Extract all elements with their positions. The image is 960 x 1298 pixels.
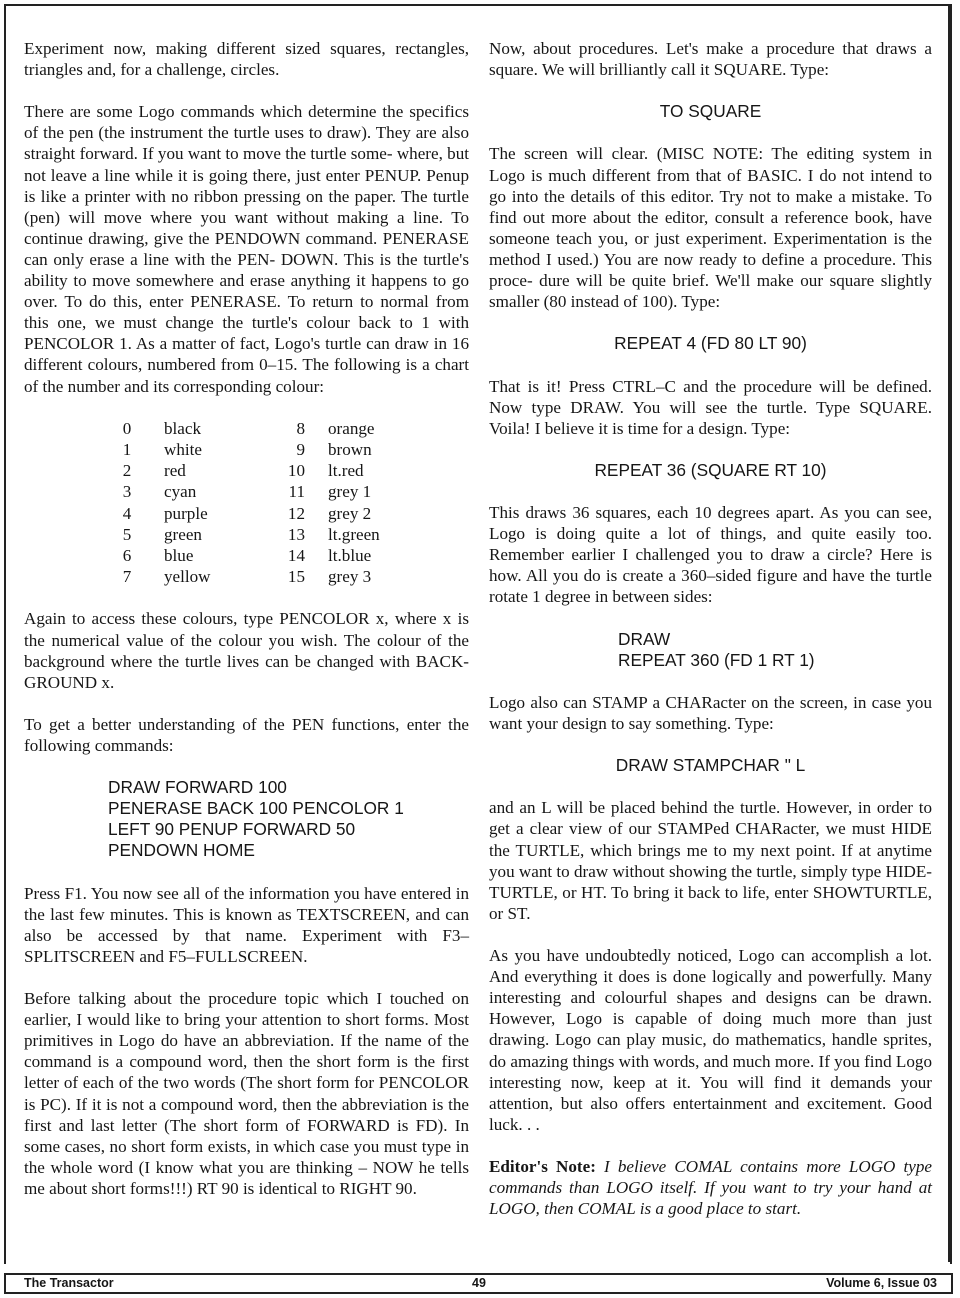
command-line: REPEAT 360 (FD 1 RT 1) — [618, 649, 815, 670]
paragraph: To get a better understanding of the PEN functions, enter the following commands: — [24, 714, 469, 755]
colour-number: 10 — [287, 461, 305, 481]
colour-name: purple — [164, 503, 208, 523]
paragraph: Again to access these colours, type PENCOLOR x, where x is the numerical value of the colour you wish. The colour of the background where the turtle lives can be changed with BACK- GROUND x. — [24, 609, 469, 692]
page-footer — [4, 1273, 953, 1294]
paragraph: Now, about procedures. Let's make a procedure that draws a square. We will brilliantly call it SQUARE. Type: — [489, 39, 932, 80]
colour-chart-row — [120, 524, 380, 545]
colour-name: white — [164, 439, 202, 459]
colour-chart-row — [120, 545, 380, 566]
colour-chart-row — [120, 439, 380, 460]
editors-note — [489, 1156, 932, 1219]
editors-note-text: I believe COMAL contains more LOGO type commands than LOGO itself. If you want to try your hand at LOGO, then COMAL is a good place to start. — [489, 1156, 932, 1219]
colour-name: red — [164, 461, 186, 481]
paragraph: and an L will be placed behind the turtle. However, in order to get a clear view of our STAMPed CHARacter, we must HIDE the TURTLE, which brings me to my next point. If at anytime you want to draw without showing the turtle, simply type HIDE- TURTLE, or HT. To bring it back to life, enter SHOWTURTLE, or ST. — [489, 798, 932, 923]
colour-number: 6 — [122, 545, 132, 565]
colour-chart-row — [120, 566, 380, 587]
paragraph: That is it! Press CTRL–C and the procedure will be defined. Now type DRAW. You will see the turtle. Type SQUARE. Voila! I believe it is time for a design. Type: — [489, 376, 932, 438]
colour-number: 1 — [122, 439, 132, 459]
colour-name: grey 2 — [328, 503, 372, 523]
paragraph: Logo also can STAMP a CHARacter on the screen, in case you want your design to say something. Type: — [489, 692, 932, 733]
colour-name: black — [164, 418, 202, 438]
editors-note-label: Editor's Note: — [489, 1156, 596, 1176]
colour-number: 11 — [288, 482, 305, 502]
paragraph: As you have undoubtedly noticed, Logo can accomplish a lot. And everything it does is done logically and powerfully. Many interesting and colourful shapes and designs can be drawn. However, Logo is capable of doing much more than just drawing. Logo can play music, do mathematics, handle sprites, do amazing things with words, and much more. If you find Logo interesting now, keep at it. You will find it demands your attention, but also offers entertainment and excitement. Good luck. . . — [489, 946, 932, 1134]
colour-number: 5 — [122, 524, 132, 544]
command-line: PENDOWN HOME — [108, 840, 255, 861]
colour-chart-row — [120, 418, 380, 439]
command-line: PENERASE BACK 100 PENCOLOR 1 — [108, 798, 404, 819]
right-column — [489, 38, 932, 1240]
circle-commands-block — [489, 629, 932, 671]
left-column — [24, 38, 469, 1220]
colour-chart — [120, 418, 380, 588]
colour-name: grey 1 — [328, 482, 372, 502]
paragraph: There are some Logo commands which determine the specifics of the pen (the instrument the turtle uses to draw). They are also straight forward. If you want to move the turtle some- where, but not leave a line while it is going there, just enter PENUP. Penup is like a printer with no ribbon pressing on the paper. The turtle (pen) will move where you want without making a line. To continue drawing, give the PENDOWN command. PENERASE can only erase a line with the PEN- DOWN. This is the turtle's ability to move somewhere and erase anything it happens to go over. To do this, enter PENERASE. To return to normal from this one, we must change the turtle's colour back to 1 with PENCOLOR 1. As a matter of fact, Logo's turtle can draw in 16 different colours, numbered from 0–15. The following is a chart of the number and its corresponding colour: — [24, 102, 469, 396]
paragraph: This draws 36 squares, each 10 degrees apart. As you can see, Logo is doing quite a lot of things, and quite easily too. Remember earlier I challenged you to draw a circle? Here is how. All you do is create a 360–sided figure and have the turtle rotate 1 degree in between sides: — [489, 503, 932, 607]
colour-number: 9 — [296, 439, 305, 459]
colour-number: 8 — [296, 418, 305, 438]
command-line: LEFT 90 PENUP FORWARD 50 — [108, 819, 356, 840]
command-line: DRAW FORWARD 100 — [108, 777, 287, 798]
colour-name: lt.blue — [328, 545, 372, 565]
paragraph: Experiment now, making different sized squares, rectangles, triangles and, for a challenge, circles. — [24, 39, 469, 80]
issue-label: Volume 6, Issue 03 — [826, 1276, 937, 1290]
colour-number: 4 — [122, 503, 132, 523]
colour-name: blue — [164, 545, 194, 565]
command-line: REPEAT 4 (FD 80 LT 90) — [614, 333, 807, 354]
command-line: DRAW — [618, 628, 671, 649]
colour-chart-row — [120, 460, 380, 481]
colour-number: 12 — [287, 503, 305, 523]
colour-name: green — [164, 524, 202, 544]
paragraph: Press F1. You now see all of the information you have entered in the last few minutes. This is known as TEXTSCREEN, and can also be accessed by that name. Experiment with F3– SPLITSCREEN and F5–FULLSCREEN. — [24, 883, 469, 966]
colour-number: 13 — [287, 524, 305, 544]
colour-name: yellow — [164, 567, 211, 587]
command-line: REPEAT 36 (SQUARE RT 10) — [594, 459, 827, 480]
page-number: 49 — [472, 1276, 486, 1290]
pen-commands-block — [24, 777, 469, 861]
colour-chart-row — [120, 503, 380, 524]
colour-name: lt.green — [328, 524, 380, 544]
colour-name: lt.red — [328, 461, 364, 481]
colour-name: grey 3 — [328, 567, 372, 587]
colour-number: 3 — [122, 482, 132, 502]
colour-number: 7 — [122, 567, 132, 587]
colour-number: 14 — [287, 545, 305, 565]
page-frame-right-edge — [948, 4, 951, 1262]
colour-name: orange — [328, 418, 375, 438]
command-line: DRAW STAMPCHAR " L — [615, 755, 806, 776]
magazine-title: The Transactor — [24, 1276, 114, 1290]
colour-chart-row — [120, 481, 380, 502]
command-line: TO SQUARE — [659, 101, 762, 122]
colour-name: cyan — [164, 482, 197, 502]
colour-name: brown — [328, 439, 372, 459]
colour-number: 15 — [287, 567, 305, 587]
paragraph: Before talking about the procedure topic which I touched on earlier, I would like to bring your attention to short forms. Most primitives in Logo do have an abbreviation. If the name of the command is a compound word, then the short form is the first letter of each of the two words (The short form for PENCOLOR is PC). If it is not a compound word, then the abbreviation is the first and last letter (The short form of FORWARD is FD). In some cases, no short form exists, in which case you must type in the whole word (I know what you are thinking – NOW he tells me about short forms!!!) RT 90 is identical to RIGHT 90. — [24, 989, 469, 1198]
paragraph: The screen will clear. (MISC NOTE: The editing system in Logo is much different from that of BASIC. I do not intend to go into the details of this editor. Try not to make a mistake. To find out more about the editor, consult a reference book, have someone teach you, or just experiment. Experimentation is the method I used.) You are now ready to define a procedure. This proce- dure will be quite brief. We'll make our square slightly smaller (80 instead of 100). Type: — [489, 144, 932, 312]
colour-number: 2 — [122, 461, 132, 481]
colour-number: 0 — [122, 418, 132, 438]
